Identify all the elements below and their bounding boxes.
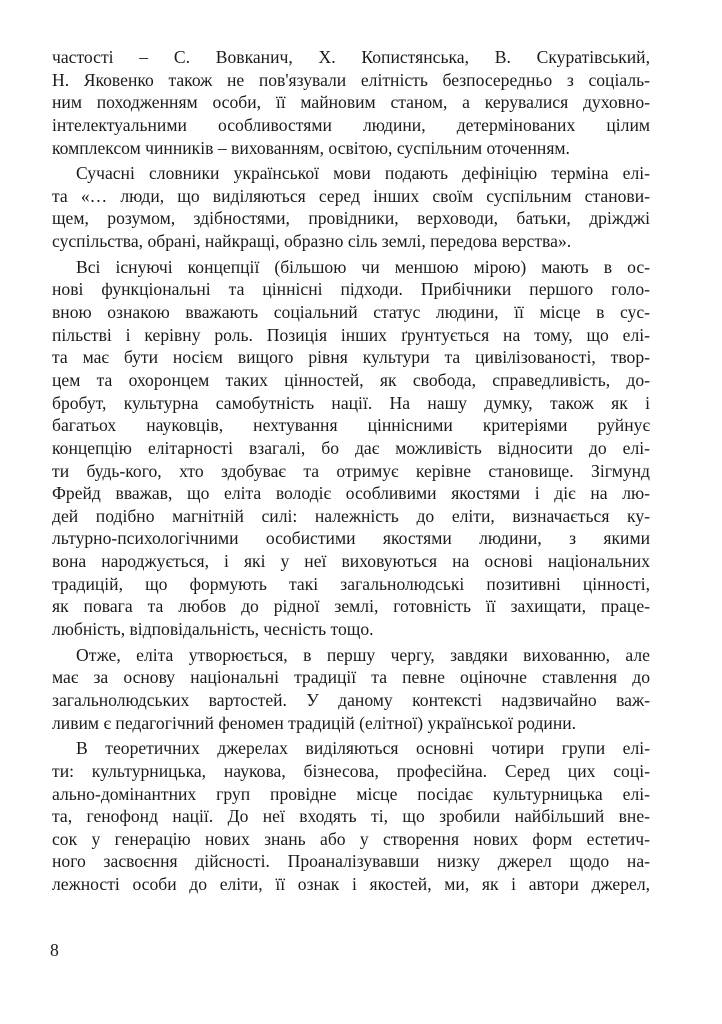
text-line: ально-домінантних груп провідне місце посідає культурницька елі- [52,783,650,804]
text-line: В теоретичних джерелах виділяються основні чотири групи елі- [76,738,650,759]
text-line: має за основу національні традиції та певне оціночне ставлення до [52,667,650,688]
text-line: льтурно-психологічними особистими якостями людини, з якими [52,528,650,549]
text-line: загальнолюдських вартостей. У даному контексті надзвичайно важ- [52,689,650,710]
text-line: та «… люди, що виділяються серед інших своїм суспільним станови- [52,185,650,206]
text-line: ливим є педагогічний феномен традицій (елітної) української родини. [52,712,577,733]
text-line: та має бути носієм вищого рівня культури та цивілізованості, твор- [52,347,650,368]
text-line: ного засвоєння дійсності. Проаналізувавши низку джерел щодо на- [52,851,650,872]
text-line: дей подібно магнітній силі: належність до еліти, визначається ку- [52,505,650,526]
text-line: Всі існуючі концепції (більшою чи меншою мірою) мають в ос- [76,256,650,277]
text-line: ним походженням особи, її майновим станом, а керувалися духовно- [52,92,650,113]
text-line: Отже, еліта утворюється, в першу чергу, завдяки вихованню, але [76,644,650,665]
text-line: щем, розумом, здібностями, провідники, верховоди, батьки, дріжджі [52,208,650,229]
page-body [52,46,650,899]
text-line: традицій, що формують такі загальнолюдські позитивні цінності, [52,573,650,594]
text-line: нові функціональні та ціннісні підходи. Прибічники першого голо- [52,279,650,300]
text-line: Фрейд вважав, що еліта володіє особливими якостями і діє на лю- [52,483,650,504]
text-line: ти будь-кого, хто здобуває та отримує керівне становище. Зігмунд [52,460,650,481]
text-line: цем та охоронцем таких цінностей, як свобода, справедливість, до- [52,369,650,390]
text-line: ти: культурницька, наукова, бізнесова, професійна. Серед цих соці- [52,760,650,781]
paragraph-4 [52,644,650,735]
text-line: сок у генерацію нових знань або у створення нових форм естетич- [52,828,650,849]
text-line: бробут, культурна самобутність нації. На нашу думку, також як і [52,392,650,413]
text-line: вона народжується, і які у неї виховуються на основі національних [52,551,650,572]
text-line: Н. Яковенко також не пов'язували елітність безпосередньо з соціаль- [52,69,650,90]
paragraph-1 [52,46,650,159]
paragraph-3 [52,256,650,641]
paragraph-5 [52,737,650,895]
text-line: суспільства, обрані, найкращі, образно сіль землі, передова верства». [52,231,572,252]
text-line: вною ознакою вважають соціальний статус людини, її місце в сус- [52,302,650,323]
text-line: комплексом чинників – вихованням, освітою, суспільним оточенням. [52,137,570,158]
text-line: частості – С. Вовканич, Х. Копистянська, В. Скуратівський, [52,47,650,67]
text-line: та, генофонд нації. До неї входять ті, що зробили найбільший вне- [52,806,650,827]
text-line: концепцію елітарності взагалі, бо дає можливість відносити до елі- [52,437,650,458]
text-line: як повага та любов до рідної землі, готовність її захищати, праце- [52,596,650,617]
text-line: багатьох науковців, нехтування ціннісними критеріями руйнує [52,415,650,436]
text-line: інтелектуальними особливостями людини, детермінованих цілим [52,114,650,135]
text-line: Сучасні словники української мови подають дефініцію терміна елі- [76,163,650,184]
text-line: лежності особи до еліти, її ознак і якостей, ми, як і автори джерел, [52,874,650,895]
text-line: любність, відповідальність, чесність тощо. [52,619,374,640]
paragraph-2 [52,162,650,253]
text-line: пільстві і керівну роль. Позиція інших ґрунтується на тому, що елі- [52,324,650,345]
page-number: 8 [50,940,59,960]
